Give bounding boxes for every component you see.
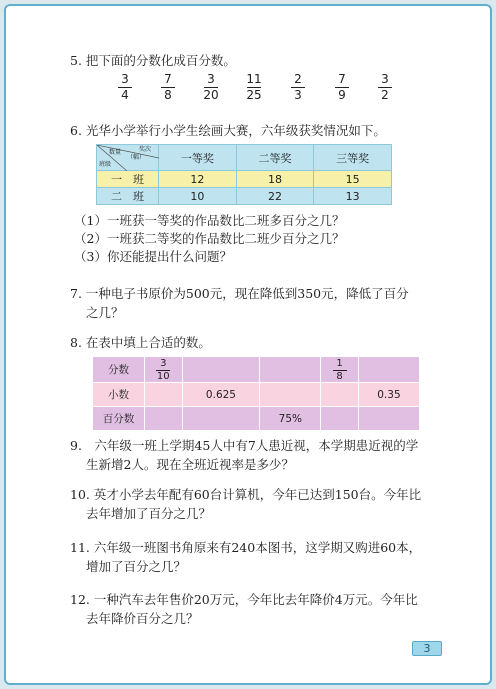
row-label: 分数 bbox=[93, 357, 145, 383]
q6-sub2: （2）一班获二等奖的作品数比二班少百分之几？ bbox=[74, 231, 345, 246]
table-cell: 0.625 bbox=[182, 383, 260, 407]
denominator: 9 bbox=[338, 88, 346, 102]
corner-label: （幅） bbox=[127, 154, 146, 161]
corner-label: 奖次 bbox=[139, 146, 152, 153]
table-cell bbox=[321, 357, 359, 383]
corner-label: 班级 bbox=[99, 161, 112, 168]
q10-line1: 10. 英才小学去年配有60台计算机，今年已达到150台。今年比 bbox=[70, 487, 422, 502]
q5-text: 5. 把下面的分数化成百分数。 bbox=[70, 53, 236, 68]
q10-line2: 去年增加了百分之几？ bbox=[86, 506, 212, 521]
table-cell-blank bbox=[182, 357, 260, 383]
table-row bbox=[93, 383, 420, 407]
q11-line1: 11. 六年级一班图书角原来有240本图书，这学期又购进60本， bbox=[70, 540, 422, 555]
q7-line2: 之几？ bbox=[86, 305, 124, 320]
q12-line2: 去年降价百分之几？ bbox=[86, 611, 199, 626]
table-cell: 22 bbox=[236, 188, 314, 205]
denominator: 3 bbox=[294, 88, 302, 102]
numerator: 7 bbox=[164, 72, 172, 86]
column-header: 三等奖 bbox=[314, 145, 392, 171]
denominator: 4 bbox=[121, 88, 129, 102]
table-cell-blank bbox=[321, 407, 359, 431]
q11-line2: 增加了百分之几？ bbox=[86, 559, 187, 574]
numerator: 3 bbox=[160, 358, 167, 369]
q7-line1: 7. 一种电子书原价为500元，现在降低到350元，降低了百分 bbox=[70, 286, 409, 301]
column-header: 二等奖 bbox=[236, 145, 314, 171]
table-cell-blank bbox=[182, 407, 260, 431]
q6-sub3: （3）你还能提出什么问题？ bbox=[74, 249, 232, 264]
numerator: 3 bbox=[381, 72, 389, 86]
table-row bbox=[93, 407, 420, 431]
numerator: 7 bbox=[338, 72, 346, 86]
fraction bbox=[112, 73, 138, 102]
table-cell: 13 bbox=[314, 188, 392, 205]
denominator: 8 bbox=[336, 371, 343, 382]
column-header: 一等奖 bbox=[159, 145, 237, 171]
table-cell bbox=[145, 357, 183, 383]
table-cell-blank bbox=[145, 383, 183, 407]
table-cell: 18 bbox=[236, 171, 314, 188]
fraction bbox=[156, 359, 170, 382]
table-cell: 12 bbox=[159, 171, 237, 188]
page-number: 3 bbox=[412, 641, 442, 656]
numerator: 11 bbox=[246, 72, 262, 86]
table-row bbox=[97, 188, 392, 205]
denominator: 10 bbox=[156, 371, 170, 382]
denominator: 25 bbox=[246, 88, 262, 102]
row-label: 一 班 bbox=[97, 171, 159, 188]
table-row bbox=[93, 357, 420, 383]
q8-text: 8. 在表中填上合适的数。 bbox=[70, 335, 211, 350]
denominator: 2 bbox=[381, 88, 389, 102]
fraction bbox=[333, 359, 347, 382]
row-label: 小数 bbox=[93, 383, 145, 407]
table-corner-header bbox=[97, 145, 159, 171]
table-cell: 0.35 bbox=[358, 383, 419, 407]
fraction bbox=[372, 73, 398, 102]
numerator: 2 bbox=[294, 72, 302, 86]
fraction bbox=[329, 73, 355, 102]
table-cell: 15 bbox=[314, 171, 392, 188]
table-cell: 75% bbox=[260, 407, 321, 431]
table-cell-blank bbox=[358, 357, 419, 383]
numerator: 1 bbox=[336, 358, 343, 369]
table-cell-blank bbox=[260, 357, 321, 383]
table-cell-blank bbox=[321, 383, 359, 407]
q9-line1: 9. 六年级一班上学期45人中有7人患近视，本学期患近视的学 bbox=[70, 438, 419, 453]
award-table bbox=[96, 144, 392, 205]
table-cell-blank bbox=[358, 407, 419, 431]
row-label: 百分数 bbox=[93, 407, 145, 431]
q6-text: 6. 光华小学举行小学生绘画大赛，六年级获奖情况如下。 bbox=[70, 123, 386, 138]
table-cell-blank bbox=[145, 407, 183, 431]
fraction bbox=[155, 73, 181, 102]
fraction bbox=[285, 73, 311, 102]
q6-sub1: （1）一班获一等奖的作品数比二班多百分之几？ bbox=[74, 213, 345, 228]
denominator: 20 bbox=[203, 88, 219, 102]
corner-label: 数量 bbox=[109, 149, 122, 156]
fraction bbox=[198, 73, 224, 102]
q9-line2: 生新增2人。现在全班近视率是多少？ bbox=[86, 457, 294, 472]
table-cell-blank bbox=[260, 383, 321, 407]
numerator: 3 bbox=[207, 72, 215, 86]
row-label: 二 班 bbox=[97, 188, 159, 205]
fraction bbox=[241, 73, 267, 102]
numerator: 3 bbox=[121, 72, 129, 86]
table-cell: 10 bbox=[159, 188, 237, 205]
conversion-table bbox=[92, 356, 420, 431]
q12-line1: 12. 一种汽车去年售价20万元，今年比去年降价4万元。今年比 bbox=[70, 592, 418, 607]
denominator: 8 bbox=[164, 88, 172, 102]
table-row bbox=[97, 171, 392, 188]
